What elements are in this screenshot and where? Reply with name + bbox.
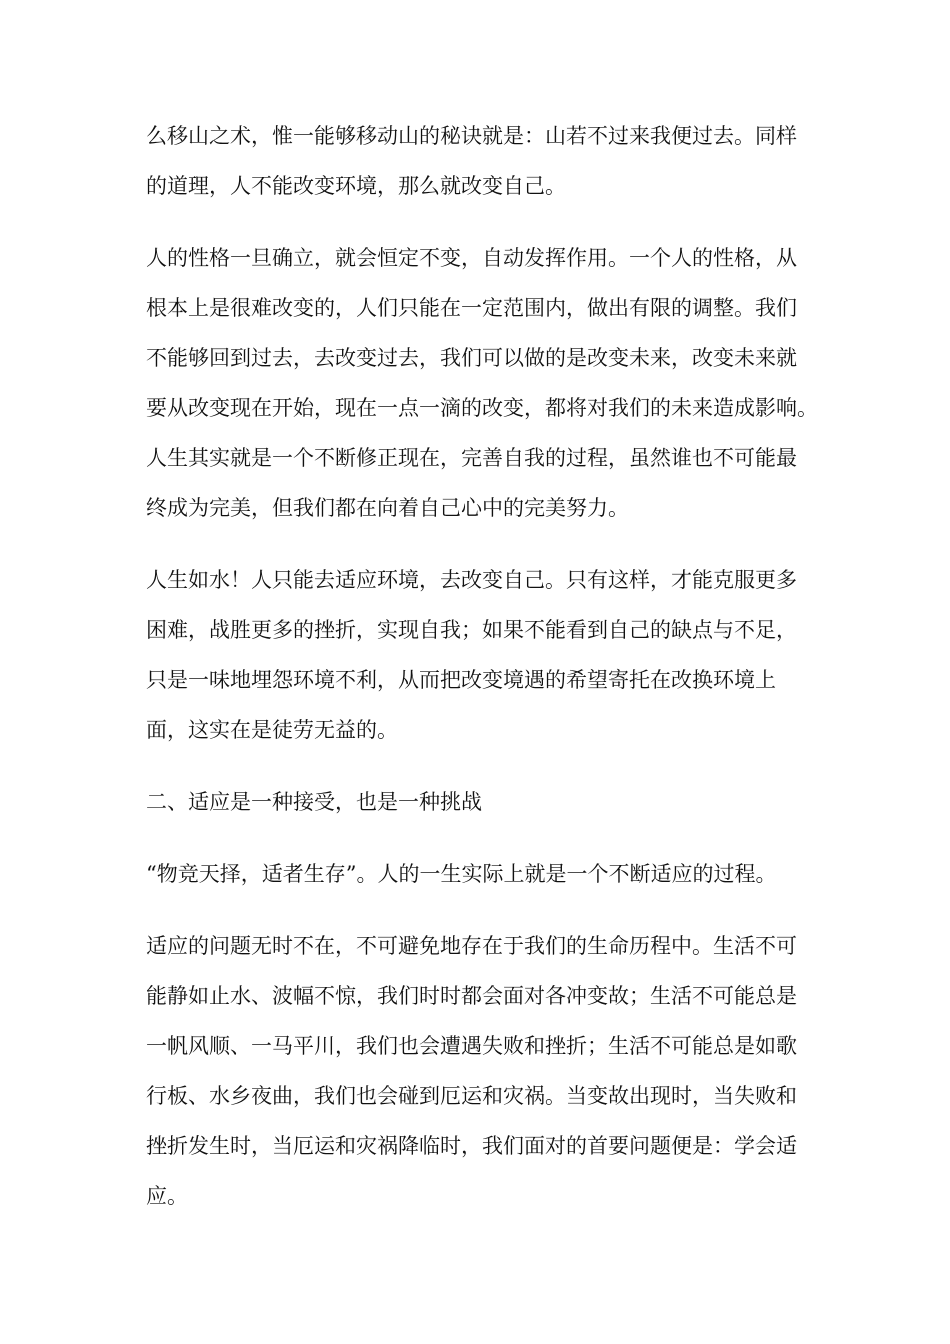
paragraph-2-line-4: 要从改变现在开始，现在一点一滴的改变，都将对我们的未来造成影响。 xyxy=(146,396,818,420)
paragraph-2-line-5: 人生其实就是一个不断修正现在，完善自我的过程，虽然谁也不可能最 xyxy=(146,446,797,470)
paragraph-2-line-6: 终成为完美，但我们都在向着自己心中的完美努力。 xyxy=(146,496,629,520)
paragraph-3-line-2: 困难，战胜更多的挫折，实现自我；如果不能看到自己的缺点与不足， xyxy=(146,618,797,642)
paragraph-6-line-4: 行板、水乡夜曲，我们也会碰到厄运和灾祸。当变故出现时，当失败和 xyxy=(146,1084,797,1108)
paragraph-2-line-2: 根本上是很难改变的，人们只能在一定范围内，做出有限的调整。我们 xyxy=(146,296,797,320)
paragraph-5-line-1: “物竞天择，适者生存”。人的一生实际上就是一个不断适应的过程。 xyxy=(146,862,777,886)
paragraph-1-line-2: 的道理，人不能改变环境，那么就改变自己。 xyxy=(146,174,566,198)
paragraph-6-line-3: 一帆风顺、一马平川，我们也会遭遇失败和挫折；生活不可能总是如歌 xyxy=(146,1034,797,1058)
paragraph-6-line-5: 挫折发生时，当厄运和灾祸降临时，我们面对的首要问题便是：学会适 xyxy=(146,1134,797,1158)
section-heading: 二、适应是一种接受，也是一种挑战 xyxy=(146,790,482,814)
paragraph-1-line-1: 么移山之术，惟一能够移动山的秘诀就是：山若不过来我便过去。同样 xyxy=(146,124,797,148)
paragraph-3-line-4: 面，这实在是徒劳无益的。 xyxy=(146,718,398,742)
paragraph-6-line-2: 能静如止水、波幅不惊，我们时时都会面对各冲变故；生活不可能总是 xyxy=(146,984,797,1008)
paragraph-3-line-1: 人生如水！人只能去适应环境，去改变自己。只有这样，才能克服更多 xyxy=(146,568,797,592)
paragraph-6-line-1: 适应的问题无时不在，不可避免地存在于我们的生命历程中。生活不可 xyxy=(146,934,797,958)
paragraph-2-line-3: 不能够回到过去，去改变过去，我们可以做的是改变未来，改变未来就 xyxy=(146,346,797,370)
paragraph-3-line-3: 只是一味地埋怨环境不利，从而把改变境遇的希望寄托在改换环境上 xyxy=(146,668,776,692)
paragraph-6-line-6: 应。 xyxy=(146,1184,188,1208)
paragraph-2-line-1: 人的性格一旦确立，就会恒定不变，自动发挥作用。一个人的性格，从 xyxy=(146,246,797,270)
